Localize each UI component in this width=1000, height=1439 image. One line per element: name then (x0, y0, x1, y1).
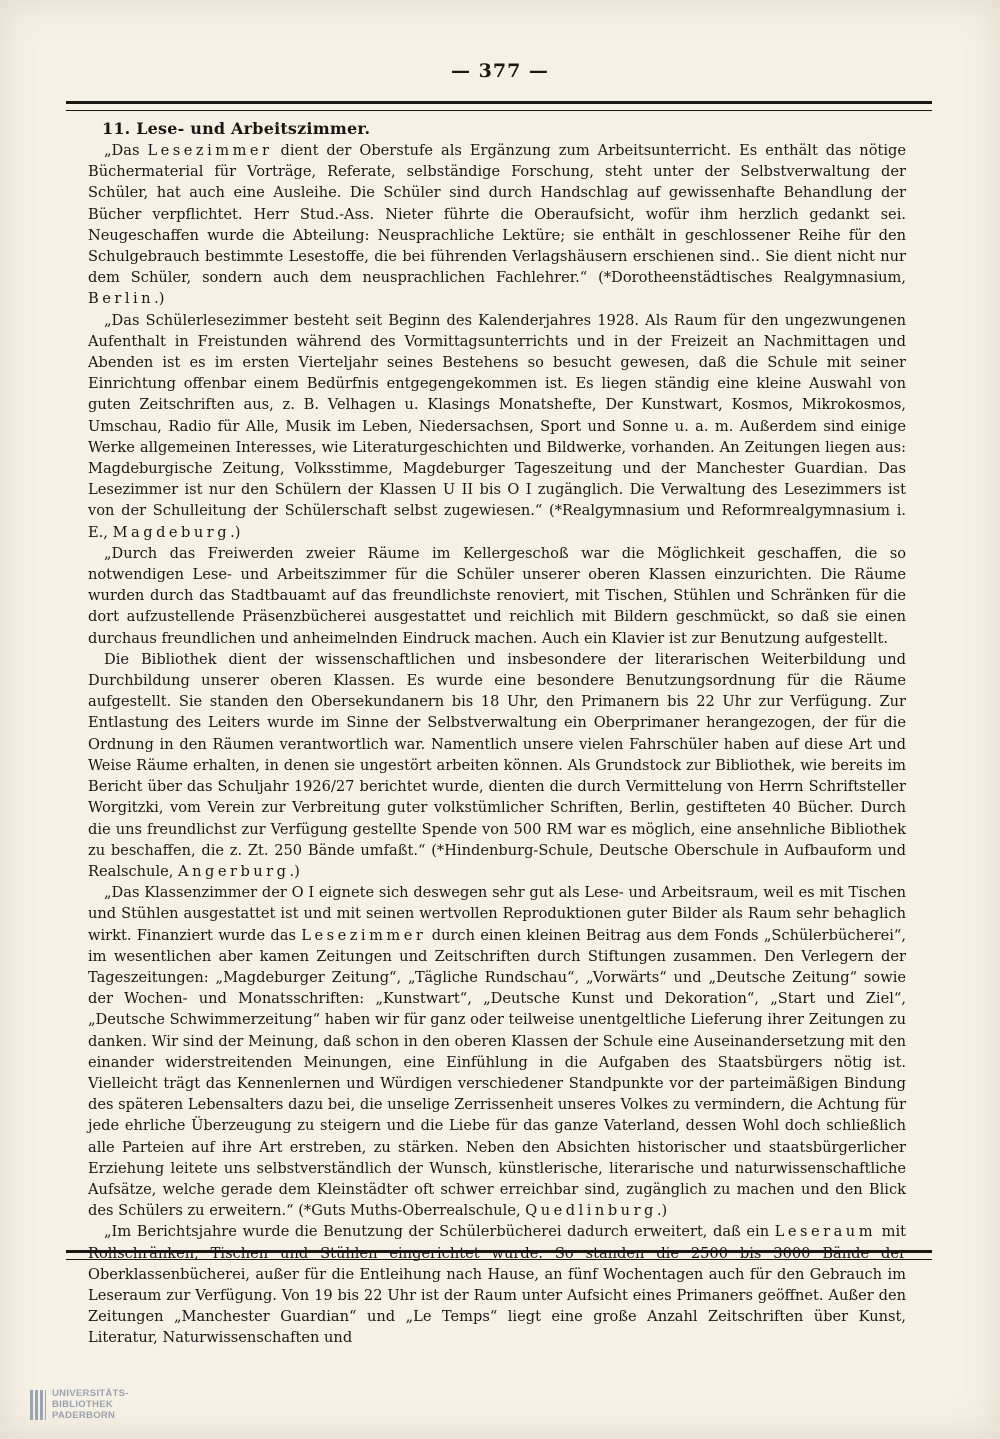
paragraph-1 (88, 140, 906, 310)
paragraph-4 (88, 649, 906, 882)
spaced-term: Leseraum (774, 1223, 877, 1241)
header-rule (66, 101, 932, 111)
text-run: mit Rollschränken, Tischen und Stühlen eingerichtet wurde. So standen die 2500 bis 3000 Bände der Oberklassenbücherei, außer für die Entleihung nach Hause, an fünf Wochentagen auch für den Gebrauch im Leseraum zur Verfügung. Von 19 bis 22 Uhr ist der Raum unter Aufsicht eines Primaners geöffnet. Außer den Zeitungen „Manchester Guardian“ und „Le Temps“ liegt eine große Anzahl Zeitschriften über Kunst, Literatur, Naturwissenschaften und (88, 1223, 906, 1347)
section-heading: 11. Lese- und Arbeitszimmer. (102, 119, 371, 138)
library-logo-text (52, 1388, 129, 1421)
text-run: „Das Schülerlesezimmer besteht seit Beginn des Kalenderjahres 1928. Als Raum für den ungezwungenen Aufenthalt in Freistunden während des Vormittagsunterrichts und in der Freizeit an Nachmittagen und Abenden ist es im ersten Vierteljahr seines Bestehens so besucht gewesen, daß die Schule mit seiner Einrichtung offenbar einem Bedürfnis entgegengekommen ist. Es liegen ständig eine kleine Auswahl von guten Zeitschriften aus, z. B. Velhagen u. Klasings Monatshefte, Der Kunstwart, Kosmos, Mikrokosmos, Umschau, Radio für Alle, Musik im Leben, Niedersachsen, Sport und Sonne u. a. m. Außerdem sind einige Werke allgemeinen Interesses, wie Literaturgeschichten und Bildwerke, vorhanden. An Zeitungen liegen aus: Magdeburgische Zeitung, Volksstimme, Magdeburger Tageszeitung und der Manchester Guardian. Das Lesezimmer ist nur den Schülern der Klassen U II bis O I zugänglich. Die Verwaltung des Lesezimmers ist von der Schulleitung der Schülerschaft selbst zugewiesen.“ (*Realgymnasium und Reformrealgymnasium i. E., (88, 311, 906, 541)
spaced-place-name: Quedlinburg (525, 1202, 657, 1220)
text-run: .) (230, 523, 241, 541)
text-run: .) (289, 862, 300, 880)
text-run: Die Bibliothek dient der wissenschaftlichen und insbesondere der literarischen Weiterbildung und Durchbildung unserer oberen Klassen. Es wurde eine besondere Benutzungsordnung für die Räume aufgestellt. Sie standen den Obersekundanern bis 18 Uhr, den Primanern bis 22 Uhr zur Verfügung. Zur Entlastung des Leiters wurde im Sinne der Selbstverwaltung ein Oberprimaner herangezogen, der für die Ordnung in den Räumen verantwortlich war. Namentlich unsere vielen Fahrschüler haben auf diese Art und Weise Räume erhalten, in denen sie ungestört arbeiten können. Als Grundstock zur Bibliothek, wie bereits im Bericht über das Schuljahr 1926/27 berichtet wurde, dienten die durch Vermittelung von Herrn Schriftsteller Worgitzki, vom Verein zur Verbreitung guter volkstümlicher Schriften, Berlin, gestifteten 40 Bücher. Durch die uns freundlichst zur Verfügung gestellte Spende von 500 RM war es möglich, eine ansehnliche Bibliothek zu beschaffen, die z. Zt. 250 Bände umfaßt.“ (*Hindenburg-Schule, Deutsche Oberschule in Aufbauform und Realschule, (88, 650, 906, 880)
spaced-place-name: Berlin (88, 290, 155, 308)
paragraph-5 (88, 882, 906, 1221)
text-block (88, 118, 906, 1347)
text-run: „Im Berichtsjahre wurde die Benutzung der Schülerbücherei dadurch erweitert, daß ein (104, 1223, 775, 1241)
library-logo-line: UNIVERSITÄTS- (52, 1388, 129, 1399)
library-logo-line: BIBLIOTHEK (52, 1399, 114, 1410)
spaced-place-name: Magdeburg (112, 523, 231, 541)
text-run: dient der Oberstufe als Ergänzung zum Arbeitsunterricht. Es enthält das nötige Büchermaterial für Vorträge, Referate, selbständige Forschung, steht unter der Selbstverwaltung der Schüler, hat auch eine Ausleihe. Die Schüler sind durch Handschlag auf gewissenhafte Behandlung der Bücher verpflichtet. Herr Stud.-Ass. Nieter führte die Oberaufsicht, wofür ihm herzlich gedankt sei. Neugeschaffen wurde die Abteilung: Neusprachliche Lektüre; sie enthält in geschlossener Reihe für den Schulgebrauch bestimmte Lesestoffe, die bei führenden Verlagshäusern erschienen sind.. Sie dient nicht nur dem Schüler, sondern auch dem neusprachlichen Fachlehrer.“ (*Dorotheenstädtisches Realgymnasium, (88, 142, 906, 287)
library-logo (30, 1388, 160, 1422)
text-run: .) (154, 290, 165, 308)
paragraph-3 (88, 543, 906, 649)
text-run: „Das (104, 142, 148, 159)
footer-rule (66, 1250, 932, 1260)
library-logo-icon (30, 1390, 46, 1420)
paragraph-6 (88, 1221, 906, 1348)
paragraph-2 (88, 310, 906, 543)
page-number: — 377 — (451, 60, 549, 82)
text-run: „Das Klassenzimmer der O I eignete sich deswegen sehr gut als Lese- und Arbeitsraum, weil es mit Tischen und Stühlen ausgestattet ist und mit seinen wertvollen Reproduktionen guter Bilder als Raum sehr behaglich wirkt. Finanziert wurde das (88, 884, 906, 944)
spaced-term: Lesezimmer (147, 142, 273, 159)
spaced-term: Lesezimmer (301, 926, 427, 944)
library-logo-line: PADERBORN (52, 1410, 116, 1421)
spaced-place-name: Angerburg (178, 862, 290, 880)
text-run: durch einen kleinen Beitrag aus dem Fonds „Schülerbücherei“, im wesentlichen aber kamen Zeitungen und Zeitschriften durch Stiftungen zusammen. Den Verlegern der Tageszeitungen: „Magdeburger Zeitung“, „Tägliche Rundschau“, „Vorwärts“ und „Deutsche Zeitung“ sowie der Wochen- und Monatsschriften: „Kunstwart“, „Deutsche Kunst und Dekoration“, „Start und Ziel“, „Deutsche Schwimmerzeitung“ haben wir für ganz oder teilweise unentgeltliche Lieferung ihrer Zeitungen zu danken. Wir sind der Meinung, daß schon in den oberen Klassen der Schule eine Auseinandersetzung mit den einander widerstreitenden Meinungen, eine Einfühlung in die Aufgaben des Staatsbürgers nötig ist. Vielleicht trägt das Kennenlernen und Würdigen verschiedener Standpunkte vor der parteimäßigen Bindung des späteren Lebensalters dazu bei, die unselige Zerrissenheit unseres Volkes zu vermindern, die Achtung für jede ehrliche Überzeugung zu steigern und die Liebe für das ganze Vaterland, dessen Wohl doch schließlich alle Parteien auf ihre Art erstreben, zu stärken. Neben den Absichten historischer und staatsbürgerlicher Erziehung leitete uns selbstverständlich der Wunsch, künstlerische, literarische und naturwissenschaftliche Aufsätze, welche gerade dem Kleinstädter oft schwer erreichbar sind, zugänglich zu machen und den Blick des Schülers zu erweitern.“ (*Guts Muths-Oberrealschule, (88, 926, 906, 1220)
text-run: .) (656, 1202, 668, 1220)
text-run: „Durch das Freiwerden zweier Räume im Kellergeschoß war die Möglichkeit geschaffen, die so notwendigen Lese- und Arbeitszimmer für die Schüler unserer oberen Klassen einzurichten. Die Räume wurden durch das Stadtbauamt auf das freundlichste renoviert, mit Tischen, Stühlen und Schränken für die dort aufzustellende Präsenzbücherei ausgestattet und reichlich mit Bildern geschmückt, so daß sie einen durchaus freundlichen und anheimelnden Eindruck machen. Auch ein Klavier ist zur Benutzung aufgestellt. (88, 544, 906, 647)
